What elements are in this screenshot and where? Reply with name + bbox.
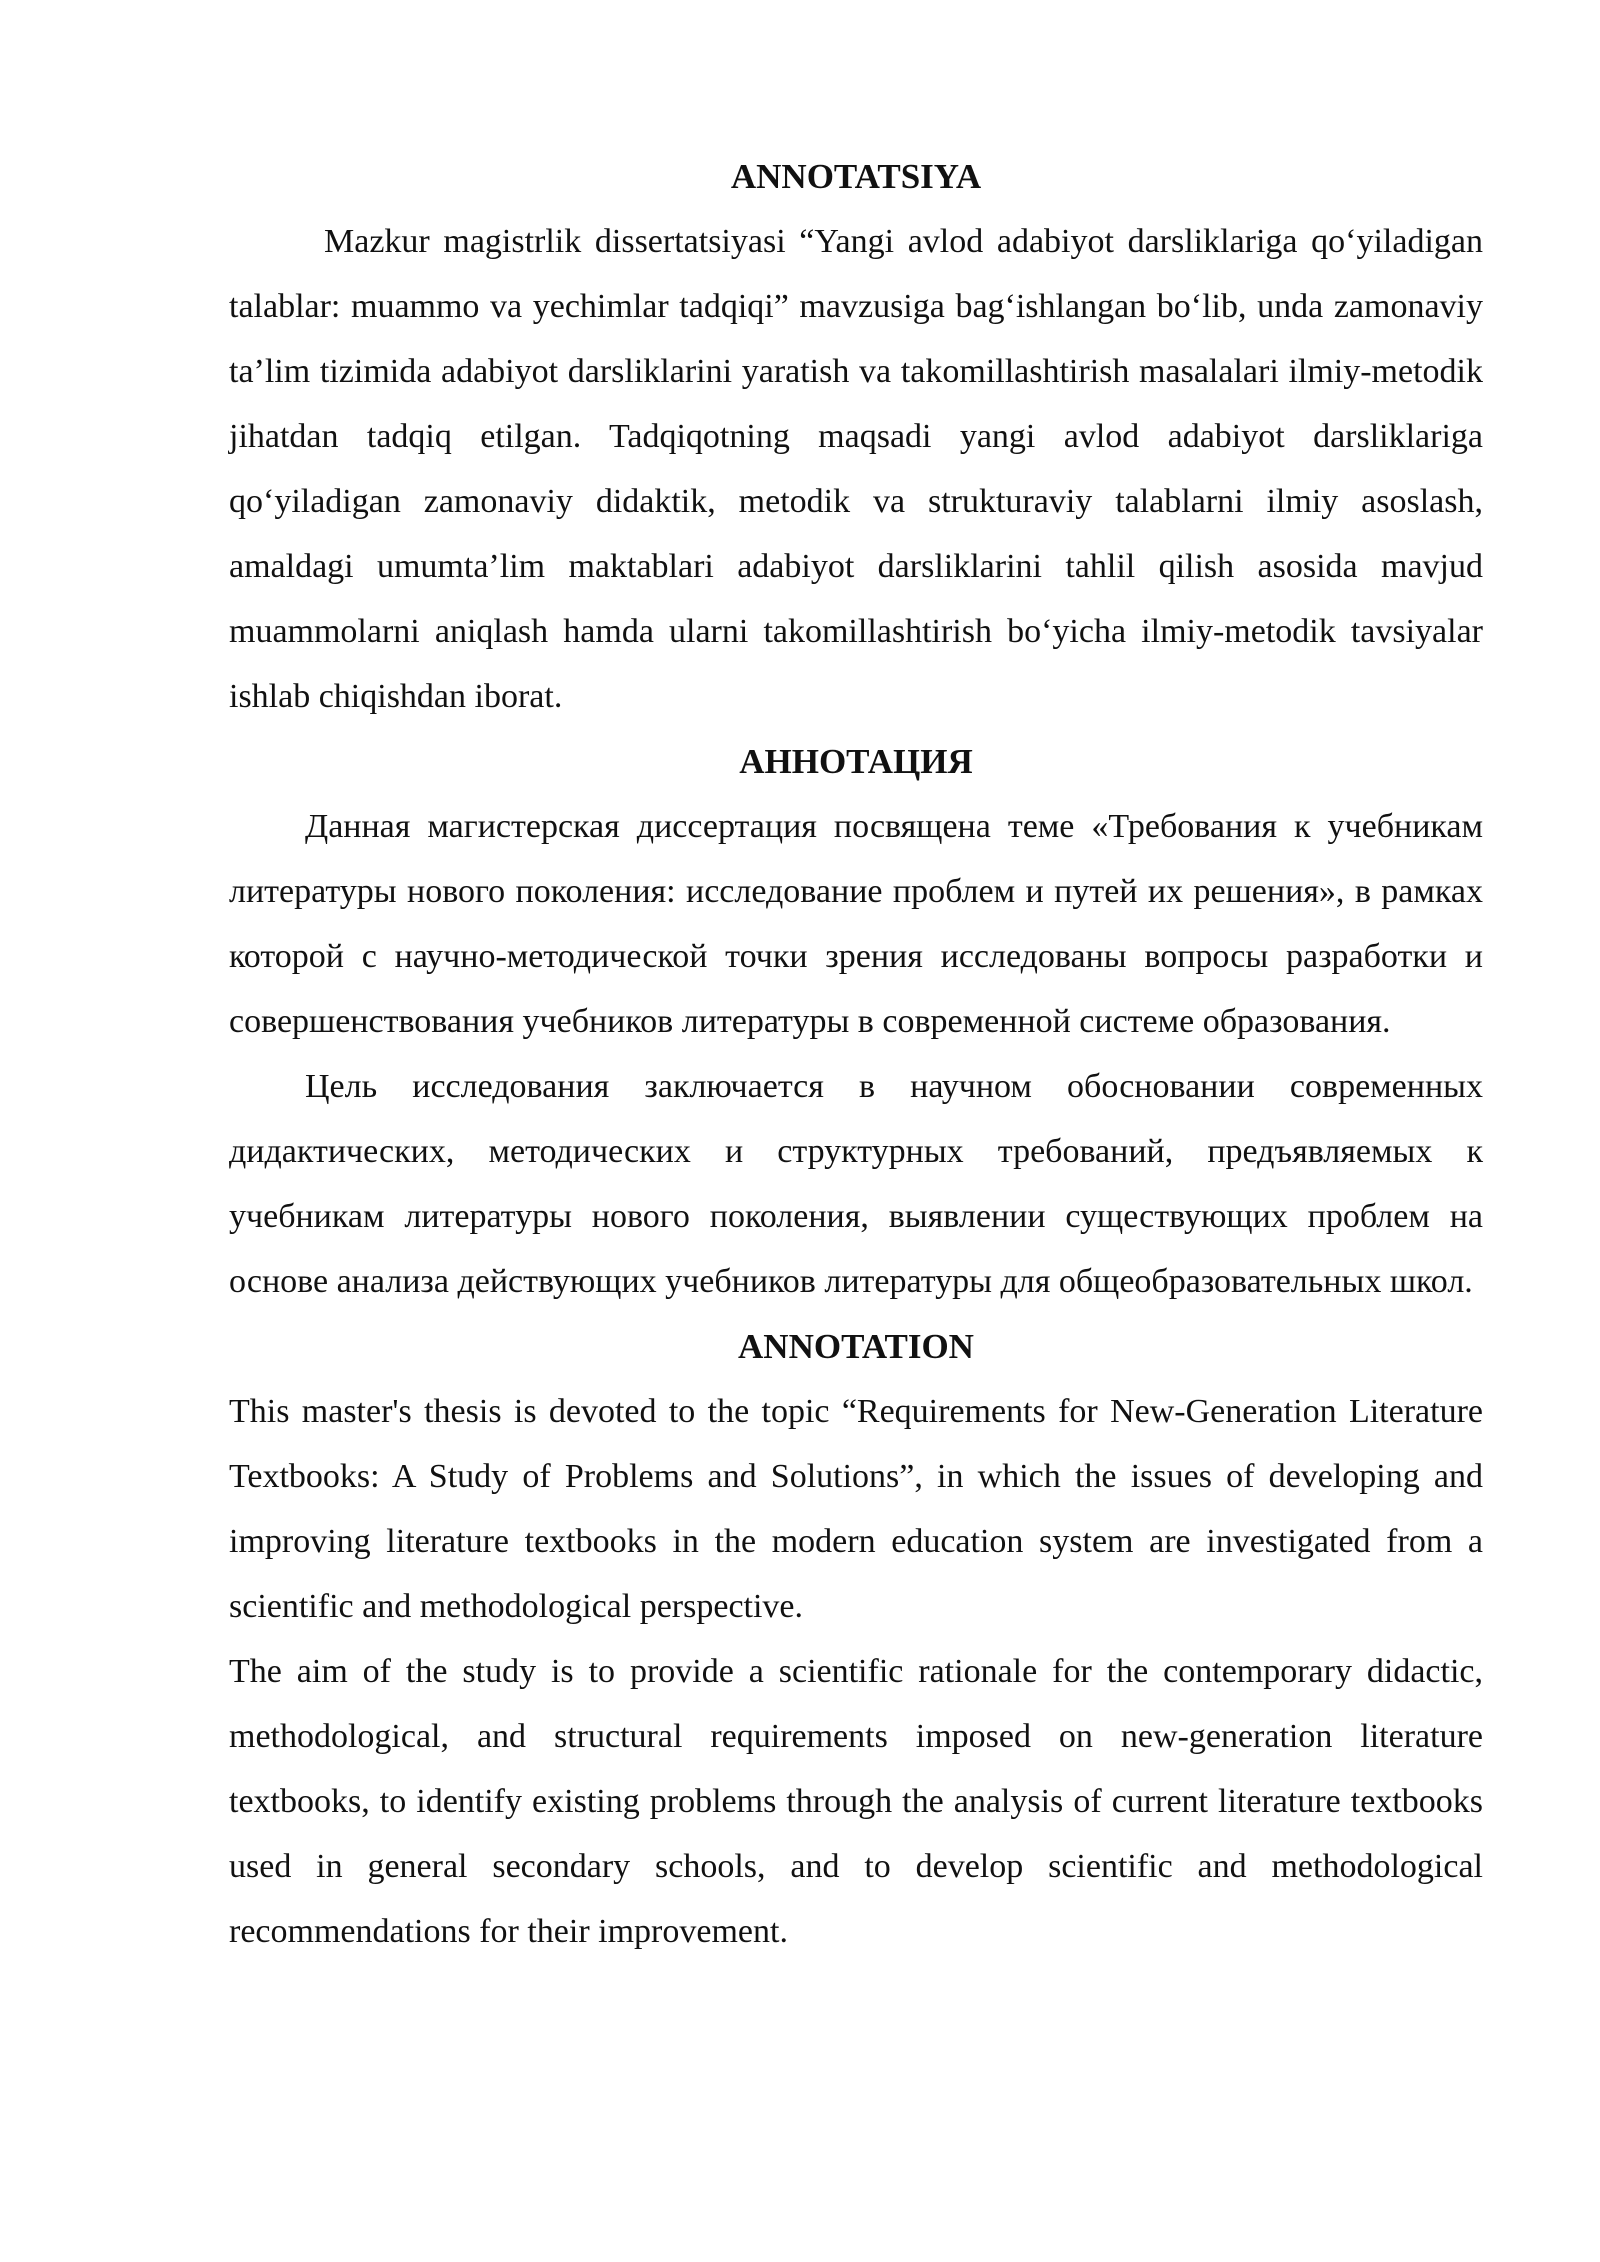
annotation-uzbek-section bbox=[229, 144, 1483, 729]
uzbek-paragraph: Mazkur magistrlik dissertatsiyasi “Yangi avlod adabiyot darsliklariga qo‘yiladigan talablar: muammo va yechimlar tadqiqi” mavzusiga bag‘ishlangan bo‘lib, unda zamonaviy ta’lim tizimida adabiyot darsliklarini yaratish va takomillashtirish masalalari ilmiy-metodik jihatdan tadqiq etilgan. Tadqiqotning maqsadi yangi avlod adabiyot darsliklariga qo‘yiladigan zamonaviy didaktik, metodik va strukturaviy talablarni ilmiy asoslash, amaldagi umumta’lim maktablari adabiyot darsliklarini tahlil qilish asosida mavjud muammolarni aniqlash hamda ularni takomillashtirish bo‘yicha ilmiy-metodik tavsiyalar ishlab chiqishdan iborat. bbox=[229, 223, 1483, 715]
annotation-russian-section bbox=[229, 729, 1483, 1314]
english-paragraph-aim: The aim of the study is to provide a scientific rationale for the contemporary didactic, methodological, and structural requirements imposed on new-generation literature textbooks, to identify existing problems through the analysis of current literature textbooks used in general secondary schools, and to develop scientific and methodological recommendations for their improvement. bbox=[229, 1653, 1483, 1950]
russian-paragraph-topic: Данная магистерская диссертация посвящена теме «Требования к учебникам литературы нового поколения: исследование проблем и путей их решения», в рамках которой с научно-методической точки зрения исследованы вопросы разработки и совершенствования учебников литературы в современной системе образования. bbox=[229, 808, 1483, 1040]
annotation-english-section bbox=[229, 1314, 1483, 1964]
english-paragraph-topic: This master's thesis is devoted to the topic “Requirements for New-Generation Literature Textbooks: A Study of Problems and Solutions”, in which the issues of developing and improving literature textbooks in the modern education system are investigated from a scientific and methodological perspective. bbox=[229, 1393, 1483, 1625]
heading-annotatsiya-ru: АННОТАЦИЯ bbox=[739, 742, 973, 781]
russian-paragraph-aim: Цель исследования заключается в научном обосновании современных дидактических, методических и структурных требований, предъявляемых к учебникам литературы нового поколения, выявлении существующих проблем на основе анализа действующих учебников литературы для общеобразовательных школ. bbox=[229, 1068, 1483, 1300]
heading-annotation: ANNOTATION bbox=[738, 1327, 974, 1366]
heading-annotatsiya: ANNOTATSIYA bbox=[730, 157, 982, 196]
document-page bbox=[229, 144, 1483, 1964]
